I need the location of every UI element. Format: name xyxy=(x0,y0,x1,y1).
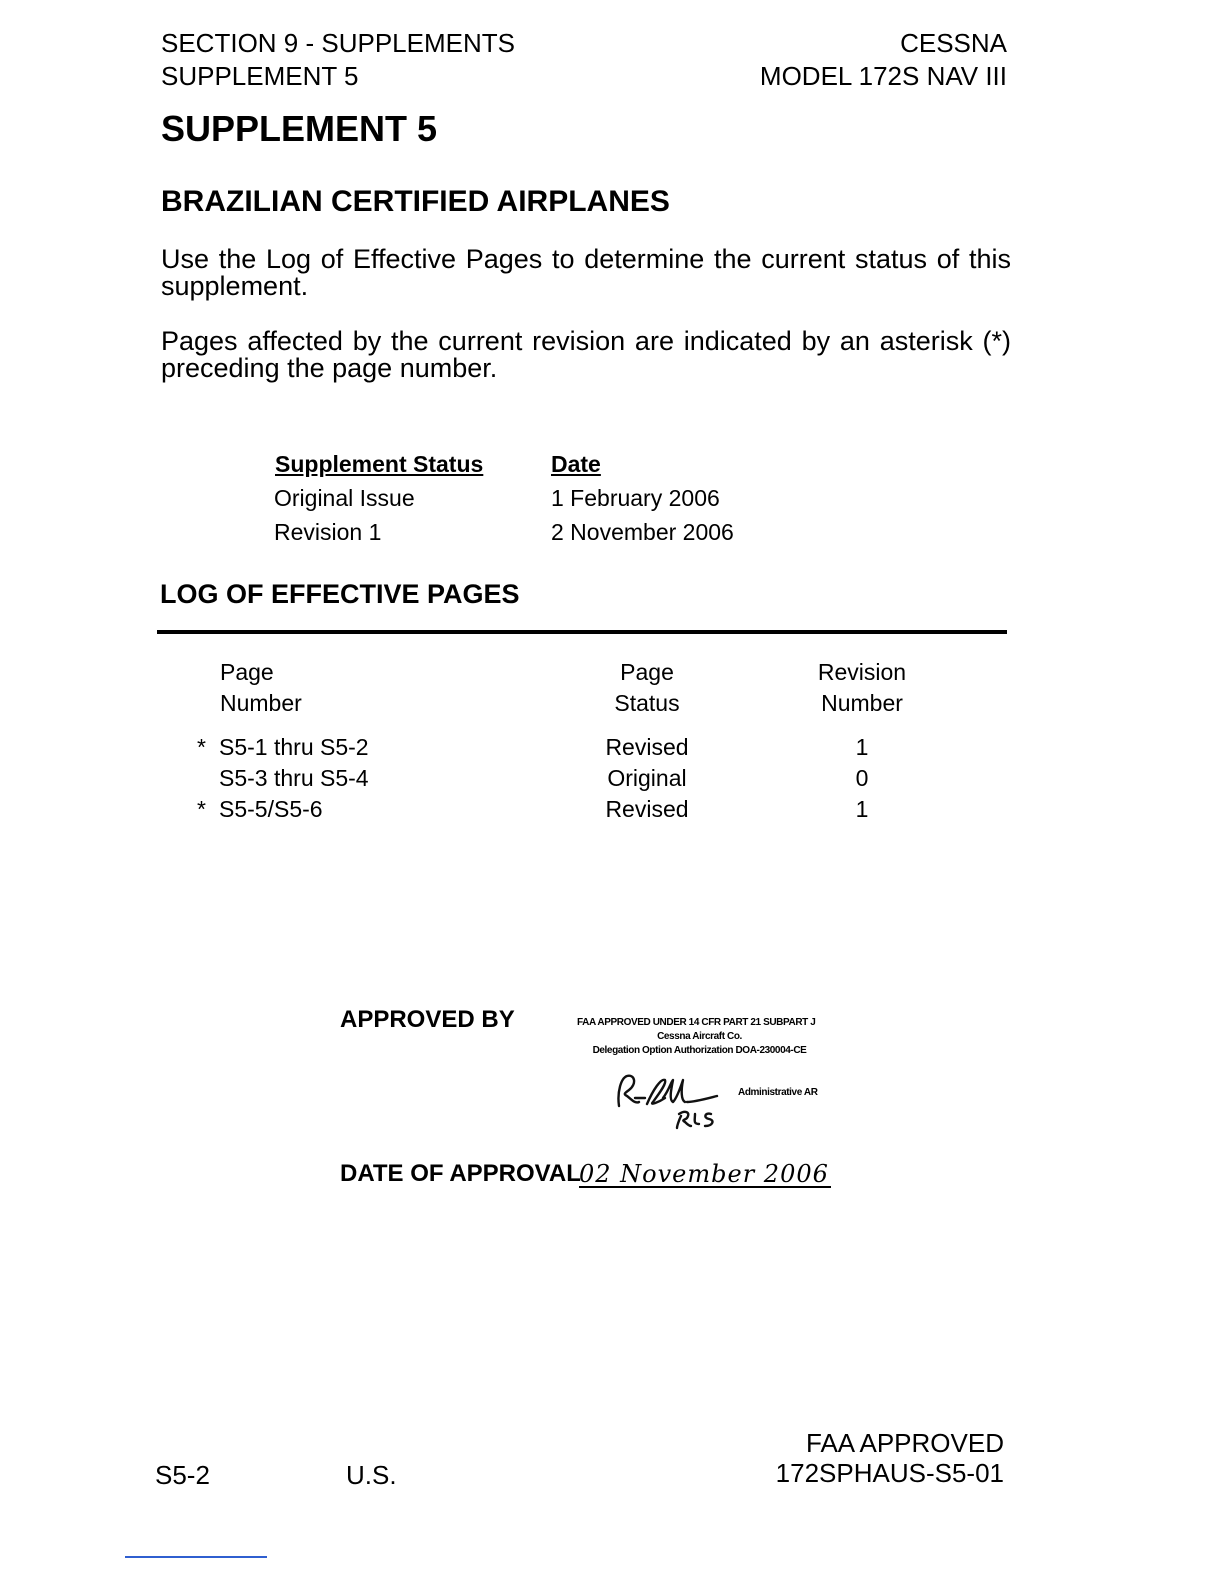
header-left xyxy=(161,27,515,93)
revision-asterisk: * xyxy=(197,734,206,760)
approved-by-label: APPROVED BY xyxy=(340,1006,515,1033)
status-column-header: Supplement Status xyxy=(275,451,484,477)
page-number-cell: S5-5/S5-6 xyxy=(219,796,323,822)
stamp-line: Delegation Option Authorization DOA-230004-CE xyxy=(592,1045,807,1056)
revision-number-header: Revision Number xyxy=(817,659,907,716)
footer-page-number: S5-2 xyxy=(155,1460,210,1490)
footer-region: U.S. xyxy=(346,1460,397,1490)
page-status-cell: Revised xyxy=(605,734,689,760)
log-divider xyxy=(157,630,1007,634)
revision-number-cell: 1 xyxy=(855,734,869,760)
revision-number-cell: 0 xyxy=(855,765,869,791)
section-label: SECTION 9 - SUPPLEMENTS xyxy=(161,28,515,58)
footer-link-rule xyxy=(125,1556,267,1558)
date-column-header: Date xyxy=(551,451,601,477)
date-cell: 1 February 2006 xyxy=(551,485,720,511)
page-status-cell: Original xyxy=(607,765,687,791)
supplement-label: SUPPLEMENT 5 xyxy=(161,61,359,91)
stamp-line: FAA APPROVED UNDER 14 CFR PART 21 SUBPART J xyxy=(577,1017,816,1028)
page-subtitle: BRAZILIAN CERTIFIED AIRPLANES xyxy=(161,185,670,218)
page-number-cell: S5-1 thru S5-2 xyxy=(219,734,369,760)
faa-approval-stamp xyxy=(577,1017,822,1056)
date-of-approval-label: DATE OF APPROVAL xyxy=(340,1160,581,1187)
page-status-cell: Revised xyxy=(605,796,689,822)
stamp-line: Cessna Aircraft Co. xyxy=(657,1031,742,1042)
stamp-title: Administrative AR xyxy=(738,1087,818,1098)
footer-approval-label: FAA APPROVED xyxy=(806,1428,1004,1458)
signature-image xyxy=(605,1068,735,1130)
status-cell: Original Issue xyxy=(274,485,415,511)
model-label: MODEL 172S NAV III xyxy=(759,61,1007,91)
header-right xyxy=(760,27,1007,93)
footer-document-number: 172SPHAUS-S5-01 xyxy=(775,1458,1004,1488)
page-title: SUPPLEMENT 5 xyxy=(161,108,438,149)
page-number-header: Page Number xyxy=(220,659,302,716)
revision-asterisk: * xyxy=(197,796,206,822)
date-cell: 2 November 2006 xyxy=(551,519,734,545)
status-cell: Revision 1 xyxy=(274,519,382,545)
page-number-cell: S5-3 thru S5-4 xyxy=(219,765,369,791)
log-title: LOG OF EFFECTIVE PAGES xyxy=(160,579,520,609)
paragraph-asterisk: Pages affected by the current revision are indicated by an asterisk (*) preceding the page number. xyxy=(161,326,1011,383)
revision-number-cell: 1 xyxy=(855,796,869,822)
date-of-approval-value: 02 November 2006 xyxy=(579,1160,829,1188)
page-status-header: Page Status xyxy=(614,659,680,716)
manufacturer-label: CESSNA xyxy=(900,28,1007,58)
paragraph-status: Use the Log of Effective Pages to determine the current status of this supplement. xyxy=(161,244,1011,301)
footer-approval xyxy=(776,1428,1004,1488)
